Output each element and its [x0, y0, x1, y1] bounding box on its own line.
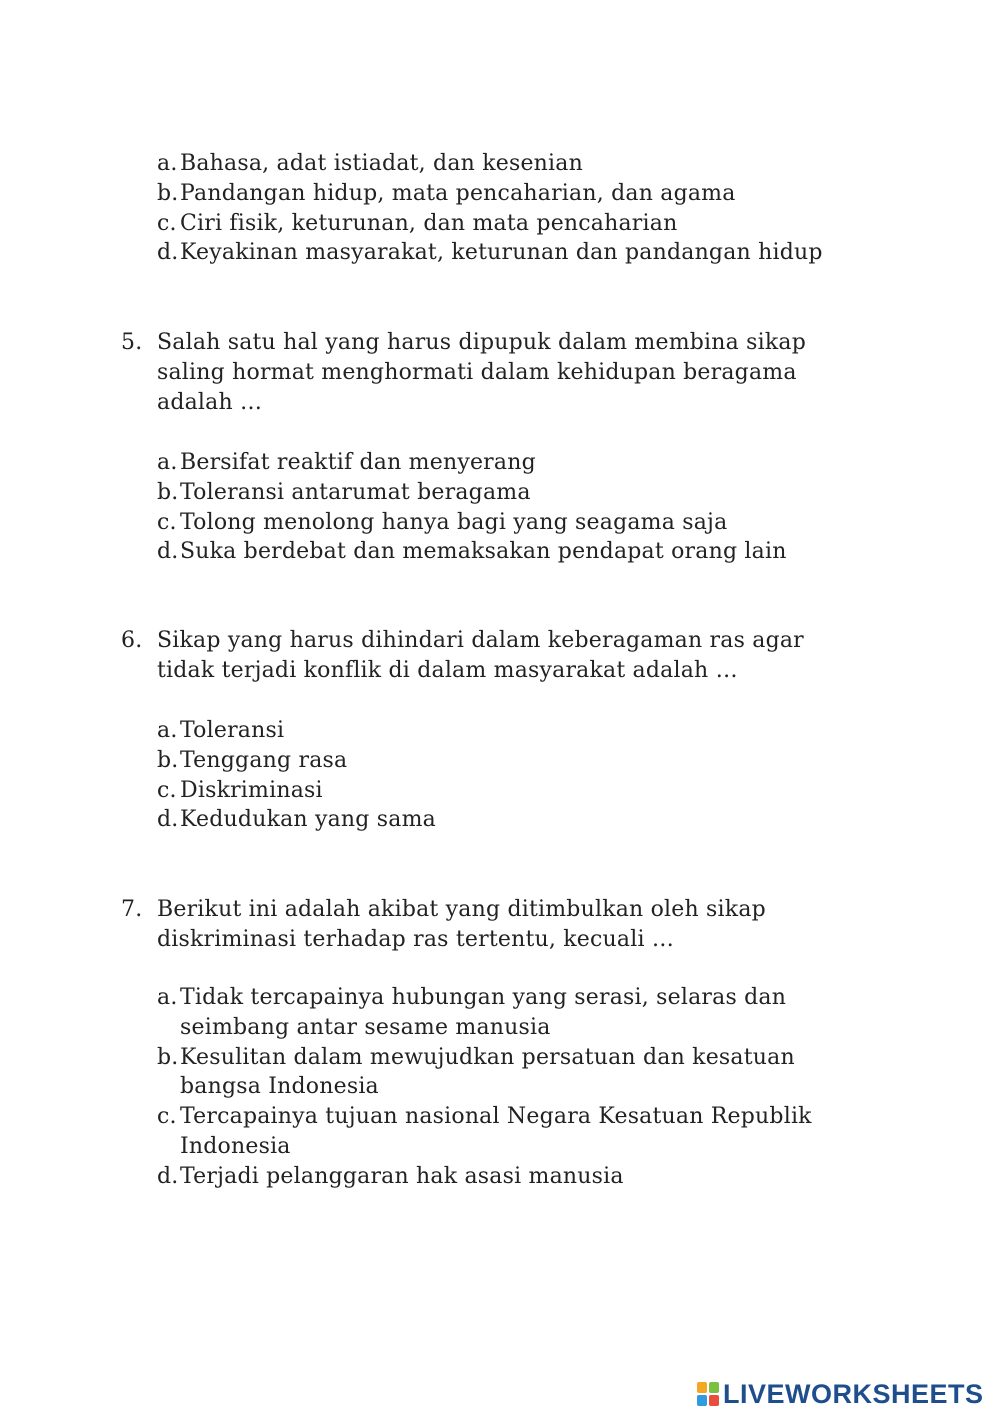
q5-option-c[interactable] — [157, 508, 857, 538]
option-text: Suka berdebat dan memaksakan pendapat orang lain — [180, 539, 787, 565]
option-text: Ciri fisik, keturunan, dan mata pencaharian — [180, 210, 678, 236]
q7-options — [157, 983, 857, 1192]
option-text: Bersifat reaktif dan menyerang — [180, 450, 536, 475]
question-number: 7. — [121, 897, 143, 922]
q4-options — [157, 149, 857, 268]
option-text: Toleransi antarumat beragama — [180, 479, 531, 505]
option-text: Bahasa, adat istiadat, dan kesenian — [180, 151, 583, 176]
option-letter: a. — [157, 985, 178, 1010]
q6-options — [157, 716, 857, 835]
q6-option-b[interactable] — [157, 746, 857, 776]
option-text: Kedudukan yang sama — [180, 807, 436, 833]
question-number: 6. — [121, 628, 143, 653]
option-text: Terjadi pelanggaran hak asasi manusia — [180, 1163, 624, 1189]
option-text: Tolong menolong hanya bagi yang seagama saja — [180, 509, 728, 535]
question-number: 5. — [121, 330, 143, 355]
option-text: Tercapainya tujuan nasional Negara Kesatuan Republik Indonesia — [180, 1104, 812, 1159]
option-letter: b. — [157, 747, 179, 773]
q4-option-a[interactable] — [157, 149, 857, 179]
option-letter: a. — [157, 450, 178, 475]
q6-option-d[interactable] — [157, 805, 857, 835]
q7-option-c[interactable] — [157, 1102, 857, 1162]
logo-tile — [697, 1395, 707, 1406]
question-text: Berikut ini adalah akibat yang ditimbulkan oleh sikap diskriminasi terhadap ras tertentu, kecuali … — [157, 897, 766, 952]
logo-tile — [709, 1382, 719, 1393]
logo-tile — [697, 1382, 707, 1393]
q7-option-a[interactable] — [157, 983, 857, 1043]
option-text: Toleransi — [180, 718, 285, 743]
liveworksheets-logo[interactable] — [697, 1378, 984, 1410]
q6-option-a[interactable] — [157, 716, 857, 746]
option-letter: c. — [157, 777, 177, 803]
option-letter: c. — [157, 210, 177, 236]
option-text: Diskriminasi — [180, 777, 323, 803]
option-text: Tidak tercapainya hubungan yang serasi, selaras dan seimbang antar sesame manusia — [180, 985, 787, 1040]
option-letter: c. — [157, 509, 177, 535]
option-text: Keyakinan masyarakat, keturunan dan pandangan hidup — [180, 240, 823, 266]
option-text: Pandangan hidup, mata pencaharian, dan agama — [180, 180, 736, 206]
q6-option-c[interactable] — [157, 776, 857, 806]
q4-option-c[interactable] — [157, 209, 857, 239]
logo-text: LIVEWORKSHEETS — [723, 1378, 984, 1409]
option-letter: b. — [157, 479, 179, 505]
option-letter: d. — [157, 539, 179, 565]
q5-options — [157, 448, 857, 567]
q4-option-d[interactable] — [157, 238, 857, 268]
question-6 — [121, 626, 841, 686]
q5-option-a[interactable] — [157, 448, 857, 478]
q7-option-b[interactable] — [157, 1043, 857, 1103]
liveworksheets-logo-icon — [697, 1382, 719, 1406]
option-letter: b. — [157, 180, 179, 206]
option-letter: a. — [157, 718, 178, 743]
q7-option-d[interactable] — [157, 1162, 857, 1192]
q5-option-d[interactable] — [157, 537, 857, 567]
option-text: Kesulitan dalam mewujudkan persatuan dan kesatuan bangsa Indonesia — [180, 1044, 795, 1100]
question-text: Salah satu hal yang harus dipupuk dalam membina sikap saling hormat menghormati dalam kehidupan beragama adalah … — [157, 330, 807, 415]
option-letter: a. — [157, 151, 178, 176]
option-letter: d. — [157, 240, 179, 266]
q4-option-b[interactable] — [157, 179, 857, 209]
option-letter: c. — [157, 1104, 177, 1130]
question-7 — [121, 895, 841, 955]
option-letter: d. — [157, 1163, 179, 1189]
option-letter: b. — [157, 1044, 179, 1070]
option-text: Tenggang rasa — [180, 747, 348, 773]
question-text: Sikap yang harus dihindari dalam keberagaman ras agar tidak terjadi konflik di dalam masyarakat adalah … — [157, 628, 804, 683]
option-letter: d. — [157, 807, 179, 833]
logo-tile — [709, 1395, 719, 1406]
question-5 — [121, 328, 841, 417]
q5-option-b[interactable] — [157, 478, 857, 508]
